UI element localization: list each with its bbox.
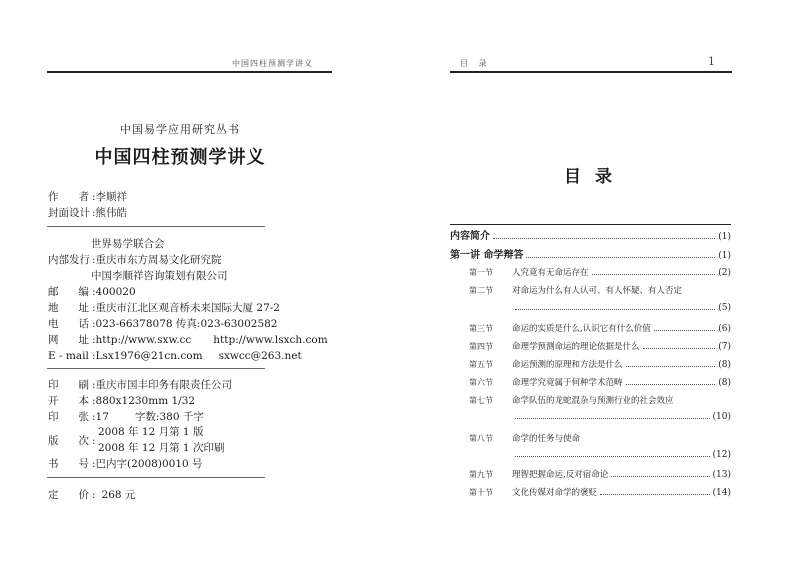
toc-entry[interactable] xyxy=(469,394,731,406)
leader-dots xyxy=(515,418,710,419)
toc-entry-section: 第八节 xyxy=(469,434,493,443)
format-label: 开 本 xyxy=(48,395,90,407)
isbn-line: 书 号 :巴内字(2008)0010 号 xyxy=(48,458,203,470)
printer-line: 印 刷 :重庆市国丰印务有限责任公司 xyxy=(48,379,233,391)
toc-entry[interactable] xyxy=(469,376,731,388)
address-value: 重庆市江北区观音桥未来国际大厦 27-2 xyxy=(95,302,280,314)
toc-entry[interactable] xyxy=(469,468,731,480)
toc-entry-text: 命理学究竟属于何种学术范畴 xyxy=(512,378,623,388)
website-2: http://www.lsxch.com xyxy=(213,334,328,346)
toc-entry-page: (8) xyxy=(718,378,731,388)
isbn-value: 巴内字(2008)0010 号 xyxy=(95,458,203,470)
price-value: 268 元 xyxy=(101,489,136,501)
price-line: 定 价 : 268 元 xyxy=(48,489,136,501)
page-number: 1 xyxy=(708,55,716,68)
toc-entry-text: 命学队伍的龙蛇混杂与预测行业的社会效应 xyxy=(512,396,674,406)
toc-entry-page: (12) xyxy=(712,450,731,460)
cover-value: 熊伟皓 xyxy=(95,207,128,219)
toc-entry[interactable] xyxy=(469,284,731,296)
cover-label: 封面设计 xyxy=(48,207,90,219)
sheets-value: 17 xyxy=(95,411,109,423)
running-head: 目 录 xyxy=(460,59,491,68)
toc-entry-section: 第四节 xyxy=(469,342,493,351)
website-line: 网 址 :http://www.sxw.cc http://www.lsxch.com xyxy=(48,334,328,346)
leader-dots xyxy=(626,384,716,385)
email-label: E - mail xyxy=(48,350,89,362)
toc-entry-continued[interactable] xyxy=(512,450,731,460)
sheets-line: 印 张 :17 字数:380 千字 xyxy=(48,411,204,423)
printer-value: 重庆市国丰印务有限责任公司 xyxy=(95,379,233,391)
toc-rule xyxy=(450,224,731,225)
toc-entry-page: (7) xyxy=(718,342,731,352)
header-rule xyxy=(47,71,332,73)
leader-dots xyxy=(515,309,715,310)
toc-entry[interactable] xyxy=(469,358,731,370)
word-count: 字数:380 千字 xyxy=(134,411,204,423)
phone-value: 023-66378078 传真:023-63002582 xyxy=(95,318,278,330)
toc-entry-page: (8) xyxy=(718,360,731,370)
leader-dots xyxy=(493,238,715,239)
phone-line: 电 话 :023-66378078 传真:023-63002582 xyxy=(48,318,278,330)
toc-entry-continued[interactable] xyxy=(512,303,731,313)
toc-entry-text: 对命运为什么有人认可、有人怀疑、有人否定 xyxy=(512,286,683,296)
toc-entry[interactable] xyxy=(469,486,731,498)
edition-line: 版 次 : xyxy=(48,435,96,447)
toc-entry-section: 第五节 xyxy=(469,360,493,369)
author-label: 作 者 xyxy=(48,191,90,203)
postcode-label: 邮 编 xyxy=(48,286,90,298)
edition-2: 2008 年 12 月第 1 次印刷 xyxy=(98,442,225,454)
format-value: 880x1230mm 1/32 xyxy=(95,395,196,407)
toc-entry-page: (13) xyxy=(712,470,731,480)
price-label: 定 价 xyxy=(48,489,90,501)
sheets-label: 印 张 xyxy=(48,411,90,423)
toc-entry-section: 第二节 xyxy=(469,286,493,295)
website-label: 网 址 xyxy=(48,334,90,346)
toc-entry-page: (2) xyxy=(718,268,731,278)
leader-dots xyxy=(643,348,716,349)
running-head: 中国四柱预测学讲义 xyxy=(232,59,313,68)
author-value: 李顺祥 xyxy=(95,191,128,203)
book-title: 中国四柱预测学讲义 xyxy=(94,147,266,168)
toc-entry-text: 内容简介 xyxy=(450,231,490,242)
postcode-value: 400020 xyxy=(95,286,136,298)
toc-entry-section: 第九节 xyxy=(469,470,493,479)
edition-label: 版 次 xyxy=(48,435,90,447)
leader-dots xyxy=(626,366,716,367)
toc-entry-text: 人究竟有无命运存在 xyxy=(512,268,589,278)
toc-entry[interactable] xyxy=(469,432,731,444)
leader-dots xyxy=(526,257,715,258)
toc-entry-page: (6) xyxy=(718,324,731,334)
copyright-page xyxy=(0,0,396,561)
toc-entry-text: 文化传媒对命学的褒贬 xyxy=(512,488,598,498)
distribution-line: 内部发行 :重庆市东方周易文化研究院 xyxy=(48,254,222,266)
toc-entry[interactable] xyxy=(450,227,731,242)
divider xyxy=(47,368,265,369)
phone-label: 电 话 xyxy=(48,318,90,330)
distribution-label: 内部发行 xyxy=(48,254,90,266)
divider xyxy=(47,477,265,478)
toc-entry[interactable] xyxy=(469,340,731,352)
address-line: 地 址 :重庆市江北区观音桥未来国际大厦 27-2 xyxy=(48,302,280,314)
divider xyxy=(47,226,265,227)
org-name-3: 中国李顺祥咨询策划有限公司 xyxy=(91,270,228,282)
toc-entry-text: 命理学预测命运的理论依据是什么 xyxy=(512,342,640,352)
toc-entry-text: 第一讲 命学辩答 xyxy=(450,250,524,261)
toc-entry-page: (14) xyxy=(712,488,731,498)
toc-entry-section: 第十节 xyxy=(469,488,493,497)
leader-dots xyxy=(611,476,709,477)
toc-entry-page: (10) xyxy=(712,412,731,422)
toc-entry[interactable] xyxy=(469,266,731,278)
toc-entry-text: 命运的实质是什么,认识它有什么价值 xyxy=(512,324,651,334)
toc-entry-text: 理智把握命运,反对宿命论 xyxy=(512,470,609,480)
website-1: http://www.sxw.cc xyxy=(95,334,192,346)
toc-entry-section: 第六节 xyxy=(469,378,493,387)
edition-1: 2008 年 12 月第 1 版 xyxy=(98,426,204,438)
toc-entry-section: 第一节 xyxy=(469,268,493,277)
toc-entry[interactable] xyxy=(469,322,731,334)
address-label: 地 址 xyxy=(48,302,90,314)
email-1: Lsx1976@21cn.com xyxy=(95,350,203,362)
toc-entry-text: 命运预测的原理和方法是什么 xyxy=(512,360,623,370)
toc-entry-section: 第三节 xyxy=(469,324,493,333)
leader-dots xyxy=(592,274,716,275)
isbn-label: 书 号 xyxy=(48,458,90,470)
format-line: 开 本 :880x1230mm 1/32 xyxy=(48,395,196,407)
toc-entry-section: 第七节 xyxy=(469,396,493,405)
toc-title: 目录 xyxy=(564,167,626,187)
email-2: sxwcc@263.net xyxy=(218,350,302,362)
postcode-line: 邮 编 :400020 xyxy=(48,286,136,298)
email-line: E - mail :Lsx1976@21cn.com sxwcc@263.net xyxy=(48,350,302,362)
leader-dots xyxy=(515,456,710,457)
toc-entry-page: (1) xyxy=(718,251,731,261)
leader-dots xyxy=(600,494,710,495)
toc-entry-page: (1) xyxy=(718,232,731,242)
author-line: 作 者 :李顺祥 xyxy=(48,191,128,203)
toc-entry[interactable] xyxy=(450,246,731,261)
org-name-1: 世界易学联合会 xyxy=(91,238,165,250)
org-name-2: 重庆市东方周易文化研究院 xyxy=(95,254,222,266)
toc-entry-page: (5) xyxy=(718,303,731,313)
cover-line: 封面设计 :熊伟皓 xyxy=(48,207,128,219)
leader-dots xyxy=(654,330,716,331)
printer-label: 印 刷 xyxy=(48,379,90,391)
series-name: 中国易学应用研究丛书 xyxy=(120,123,240,136)
toc-page xyxy=(397,0,793,561)
toc-entry-continued[interactable] xyxy=(512,412,731,422)
header-rule xyxy=(450,71,732,73)
toc-entry-text: 命学的任务与使命 xyxy=(512,434,581,444)
